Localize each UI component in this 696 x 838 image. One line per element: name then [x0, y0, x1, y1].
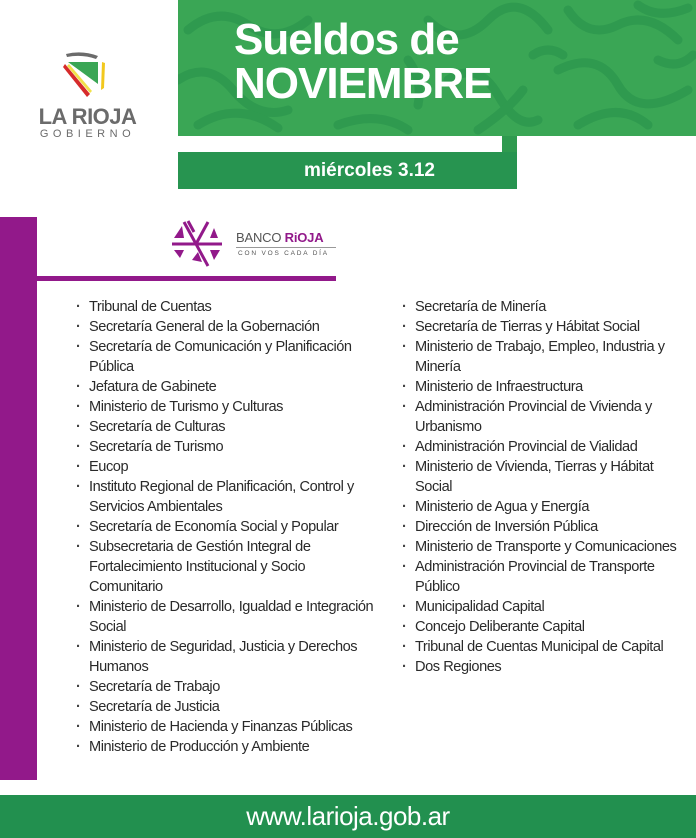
- bank-tagline: CON VOS CADA DÍA: [238, 250, 329, 257]
- list-item: · Ministerio de Seguridad, Justicia y Derechos Humanos: [76, 637, 376, 677]
- list-item: · Ministerio de Transporte y Comunicaciones: [402, 537, 692, 557]
- list-item: · Ministerio de Infraestructura: [402, 377, 692, 397]
- list-item: · Secretaría de Minería: [402, 297, 692, 317]
- list-item: · Ministerio de Producción y Ambiente: [76, 737, 376, 757]
- bank-name: [236, 230, 323, 245]
- list-item: · Ministerio de Desarrollo, Igualdad e Integración Social: [76, 597, 376, 637]
- list-item: · Eucop: [76, 457, 376, 477]
- list-item: · Ministerio de Hacienda y Finanzas Públicas: [76, 717, 376, 737]
- logo-subtitle: GOBIERNO: [39, 128, 136, 140]
- list-item: · Tribunal de Cuentas: [76, 297, 376, 317]
- list-item: · Dos Regiones: [402, 657, 692, 677]
- list-item: · Ministerio de Trabajo, Empleo, Industria y Minería: [402, 337, 692, 377]
- list-item: · Ministerio de Turismo y Culturas: [76, 397, 376, 417]
- divider: [178, 136, 502, 152]
- bank-divider: [236, 247, 336, 248]
- la-rioja-emblem-icon: [62, 50, 112, 102]
- payment-date: miércoles 3.12: [178, 152, 517, 189]
- list-item: · Ministerio de Vivienda, Tierras y Hábitat Social: [402, 457, 692, 497]
- list-item: · Instituto Regional de Planificación, Control y Servicios Ambientales: [76, 477, 376, 517]
- list-item: · Secretaría General de la Gobernación: [76, 317, 376, 337]
- list-item: · Secretaría de Justicia: [76, 697, 376, 717]
- list-item: · Municipalidad Capital: [402, 597, 692, 617]
- list-item: · Secretaría de Tierras y Hábitat Social: [402, 317, 692, 337]
- page-title: [234, 15, 492, 108]
- list-item: · Secretaría de Culturas: [76, 417, 376, 437]
- list-item: · Secretaría de Trabajo: [76, 677, 376, 697]
- side-accent-bar: [0, 217, 37, 780]
- list-item: · Administración Provincial de Vialidad: [402, 437, 692, 457]
- logo-name: LA RIOJA: [38, 104, 137, 129]
- list-item: · Secretaría de Comunicación y Planificación Pública: [76, 337, 376, 377]
- title-line-2: NOVIEMBRE: [234, 59, 492, 108]
- banco-rioja-emblem-icon: [170, 216, 226, 272]
- footer-website-link[interactable]: www.larioja.gob.ar: [0, 795, 696, 838]
- bank-name-plain: BANCO: [236, 230, 285, 245]
- list-item: · Dirección de Inversión Pública: [402, 517, 692, 537]
- list-item: · Subsecretaria de Gestión Integral de Fortalecimiento Institucional y Socio Comunitario: [76, 537, 376, 597]
- organism-list-left: [76, 297, 376, 757]
- list-item: · Concejo Deliberante Capital: [402, 617, 692, 637]
- organism-list-right: [402, 297, 692, 677]
- list-item: · Administración Provincial de Transporte Público: [402, 557, 692, 597]
- list-item: · Secretaría de Turismo: [76, 437, 376, 457]
- list-item: · Tribunal de Cuentas Municipal de Capital: [402, 637, 692, 657]
- list-item: · Jefatura de Gabinete: [76, 377, 376, 397]
- list-item: · Administración Provincial de Vivienda y Urbanismo: [402, 397, 692, 437]
- list-item: · Secretaría de Economía Social y Popular: [76, 517, 376, 537]
- title-line-1: Sueldos de: [234, 15, 459, 64]
- bank-name-bold: RiOJA: [284, 230, 324, 245]
- la-rioja-logo: [30, 48, 145, 143]
- list-item: · Ministerio de Agua y Energía: [402, 497, 692, 517]
- section-divider: [37, 276, 336, 281]
- divider: [502, 136, 517, 152]
- header-banner: [178, 0, 696, 136]
- banco-rioja-logo: [170, 216, 350, 274]
